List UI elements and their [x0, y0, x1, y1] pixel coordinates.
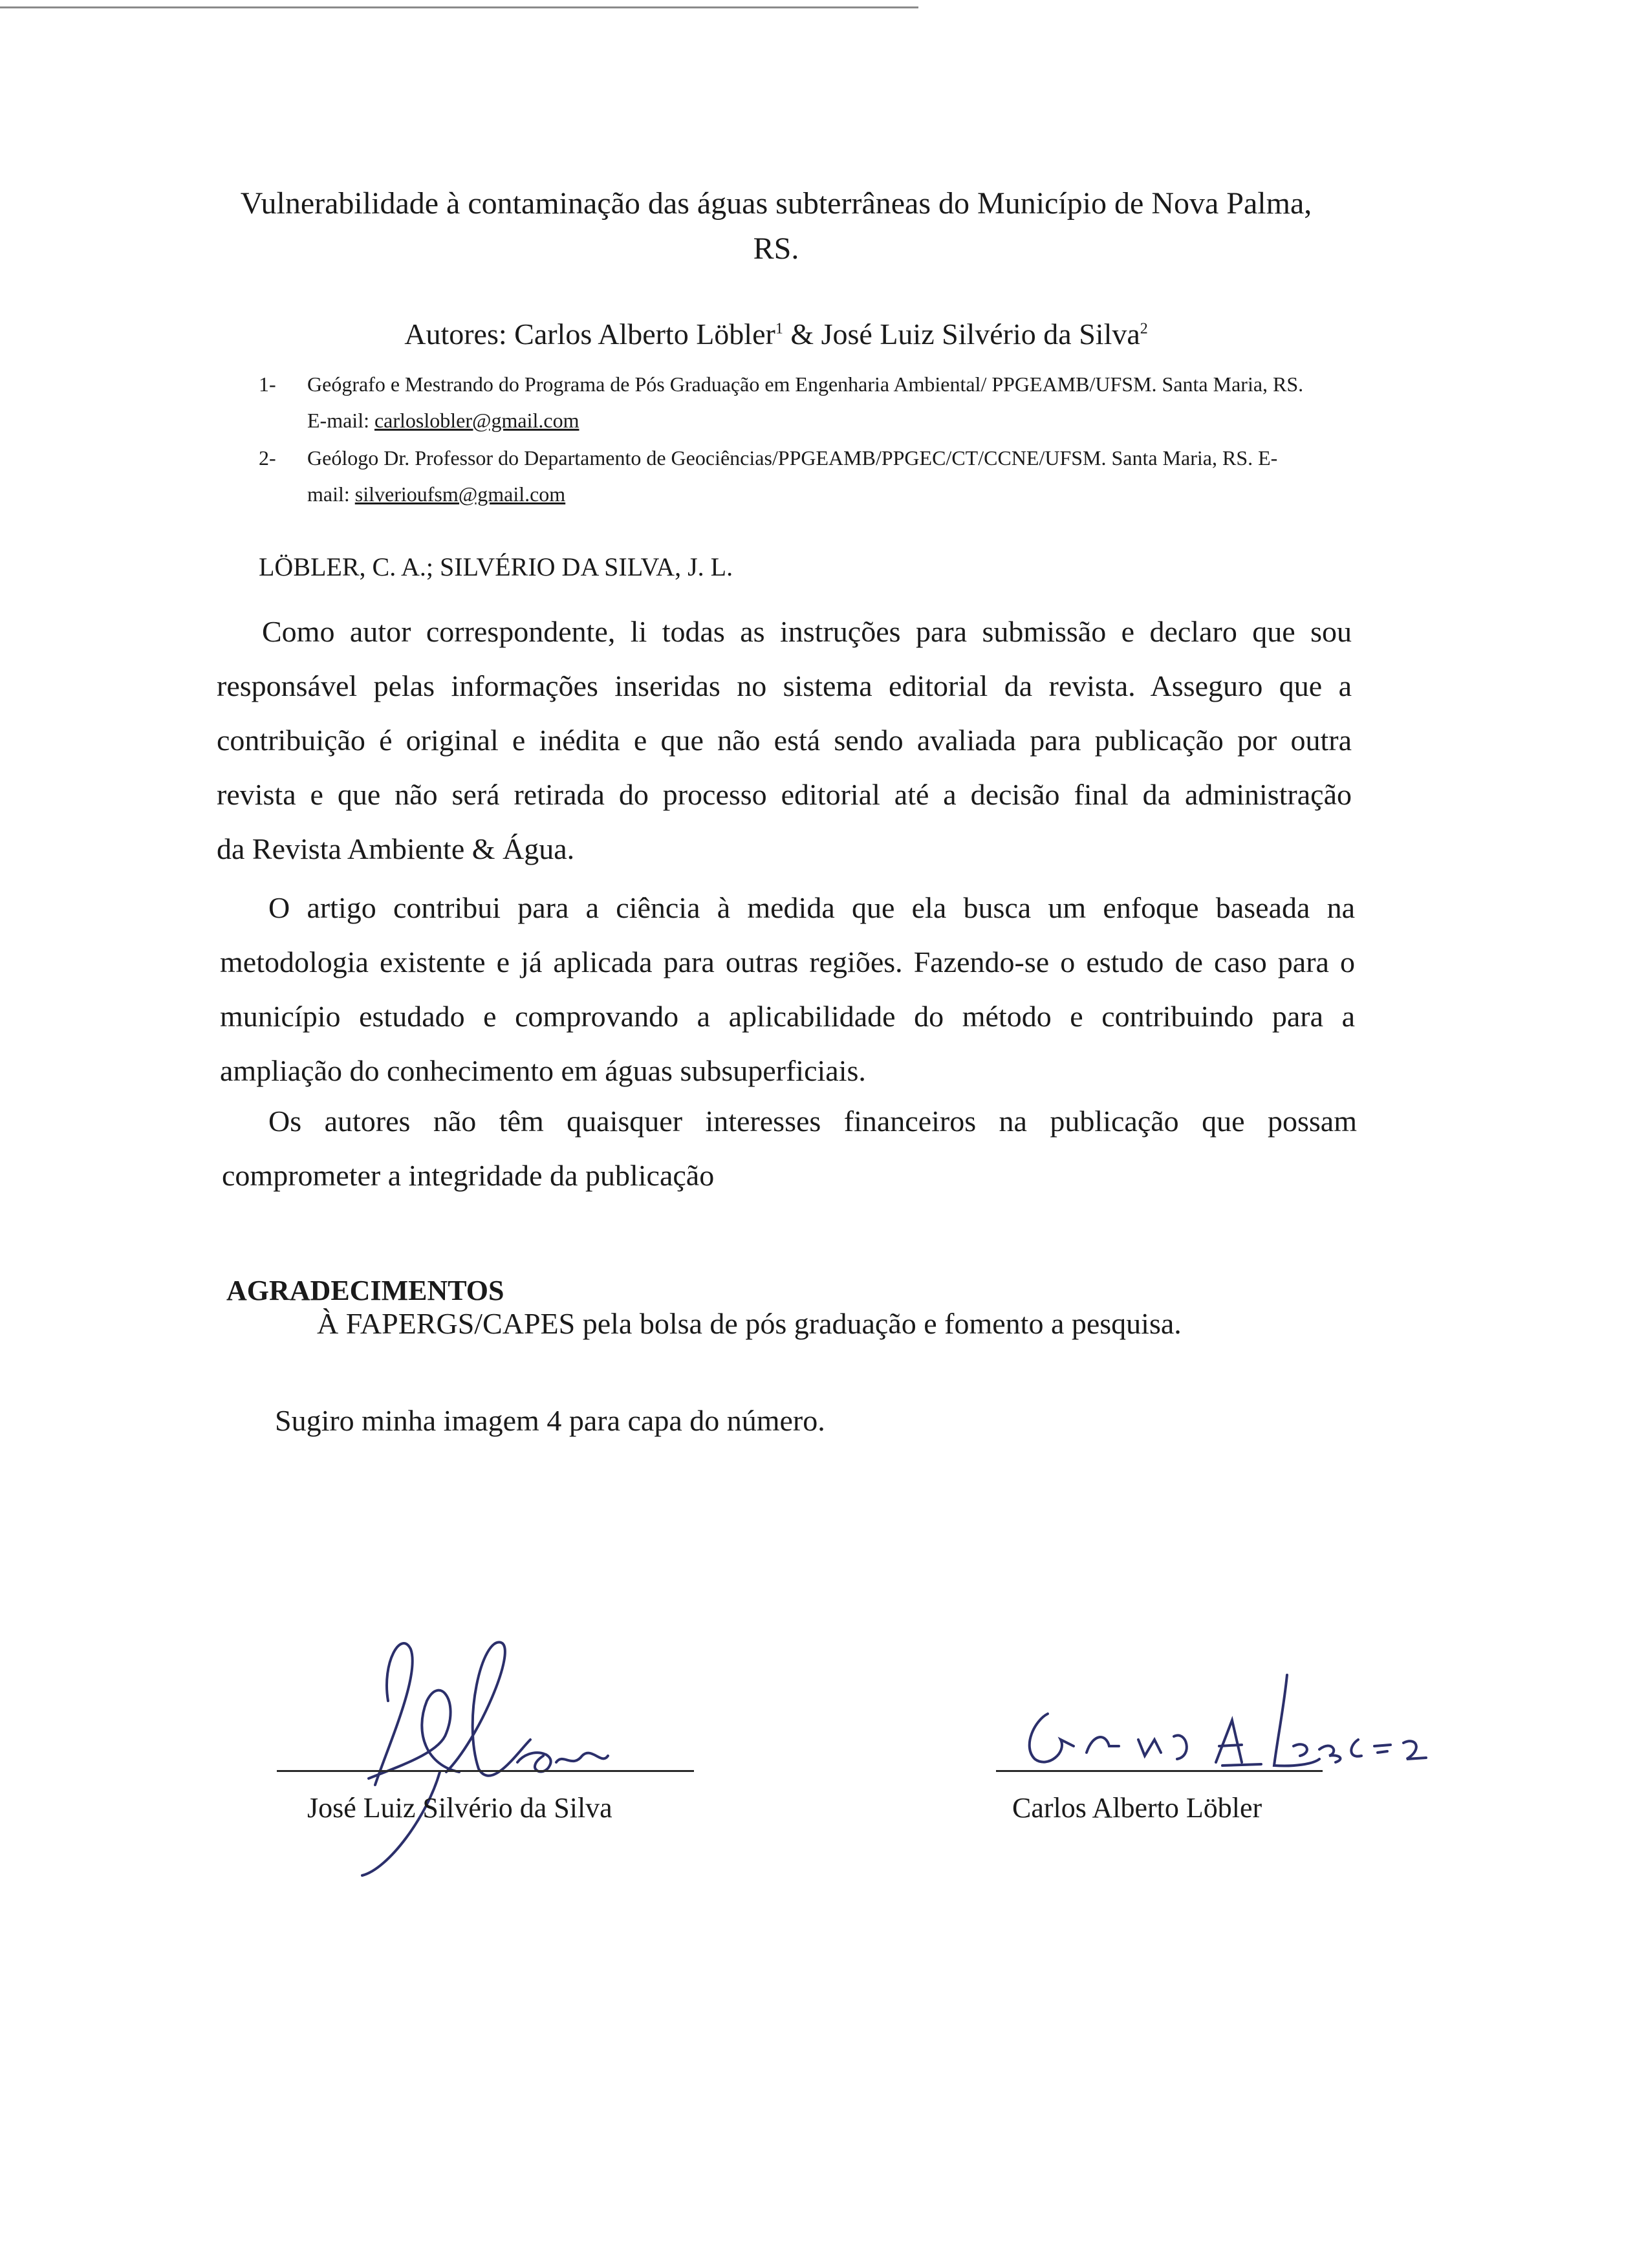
- paragraph-line: comprometer a integridade da publicação: [222, 1159, 715, 1192]
- paragraph-interests: [222, 1094, 1357, 1203]
- author-1-superscript: 1: [775, 320, 783, 338]
- paragraph-contribution: [220, 881, 1355, 1098]
- affiliation-1-email-label: E-mail:: [307, 409, 374, 432]
- paragraph-line: revista e que não será retirada do processo editorial até a decisão final da administração: [217, 778, 1352, 811]
- right-signatory-name: Carlos Alberto Löbler: [1012, 1792, 1262, 1824]
- paragraph-line: Os autores não têm quaisquer interesses financeiros na publicação que possam: [268, 1105, 1357, 1138]
- paragraph-line: município estudado e comprovando a aplicabilidade do método e contribuindo para a: [220, 1000, 1355, 1033]
- paragraph-line: ampliação do conhecimento em águas subsuperficiais.: [220, 1054, 866, 1087]
- paragraph-line: da Revista Ambiente & Água.: [217, 832, 575, 865]
- citation: LÖBLER, C. A.; SILVÉRIO DA SILVA, J. L.: [259, 552, 733, 581]
- affiliation-1: [259, 366, 1303, 438]
- affiliation-2-number: 2-: [259, 446, 276, 470]
- title-line-2: RS.: [753, 232, 799, 266]
- paragraph-line: responsável pelas informações inseridas no sistema editorial da revista. Asseguro que a: [217, 669, 1352, 702]
- cover-suggestion: Sugiro minha imagem 4 para capa do número.: [275, 1404, 825, 1437]
- affiliation-1-text: Geógrafo e Mestrando do Programa de Pós Graduação em Engenharia Ambiental/ PPGEAMB/UFSM. Santa Maria, RS.: [307, 373, 1304, 396]
- paragraph-line: Como autor correspondente, li todas as instruções para submissão e declaro que sou: [262, 615, 1352, 648]
- affiliation-2-text: Geólogo Dr. Professor do Departamento de Geociências/PPGEAMB/PPGEC/CT/CCNE/UFSM. Santa Maria, RS. E-: [307, 446, 1278, 470]
- acknowledgements-text: À FAPERGS/CAPES pela bolsa de pós graduação e fomento a pesquisa.: [317, 1307, 1182, 1340]
- right-handwritten-signature: [1009, 1669, 1462, 1785]
- affiliation-2-email-label: mail:: [307, 482, 355, 506]
- affiliation-2: [259, 440, 1277, 512]
- paragraph-line: metodologia existente e já aplicada para outras regiões. Fazendo-se o estudo de caso para o: [220, 945, 1355, 978]
- document-title: [0, 181, 1552, 272]
- left-handwritten-signature: [349, 1623, 621, 1895]
- affiliation-2-email-link[interactable]: silverioufsm@gmail.com: [354, 482, 566, 506]
- acknowledgements-heading: AGRADECIMENTOS: [226, 1275, 504, 1306]
- left-signatory-name: José Luiz Silvério da Silva: [307, 1792, 612, 1824]
- scan-edge-line: [0, 6, 918, 8]
- authors-prefix: Autores: Carlos Alberto Löbler: [404, 318, 775, 351]
- paragraph-line: O artigo contribui para a ciência à medida que ela busca um enfoque baseada na: [268, 891, 1355, 924]
- paragraph-declaration: [217, 605, 1352, 876]
- affiliation-1-email-link[interactable]: carloslobler@gmail.com: [374, 409, 579, 432]
- right-signature-line: [996, 1770, 1323, 1772]
- title-line-1: Vulnerabilidade à contaminação das águas subterrâneas do Município de Nova Palma,: [240, 186, 1312, 221]
- affiliation-1-number: 1-: [259, 373, 276, 396]
- authors-line: [0, 317, 1552, 351]
- author-2-superscript: 2: [1140, 320, 1148, 338]
- paragraph-line: contribuição é original e inédita e que não está sendo avaliada para publicação por outra: [217, 724, 1352, 757]
- authors-joiner: & José Luiz Silvério da Silva: [783, 318, 1140, 351]
- left-signature-line: [277, 1770, 694, 1772]
